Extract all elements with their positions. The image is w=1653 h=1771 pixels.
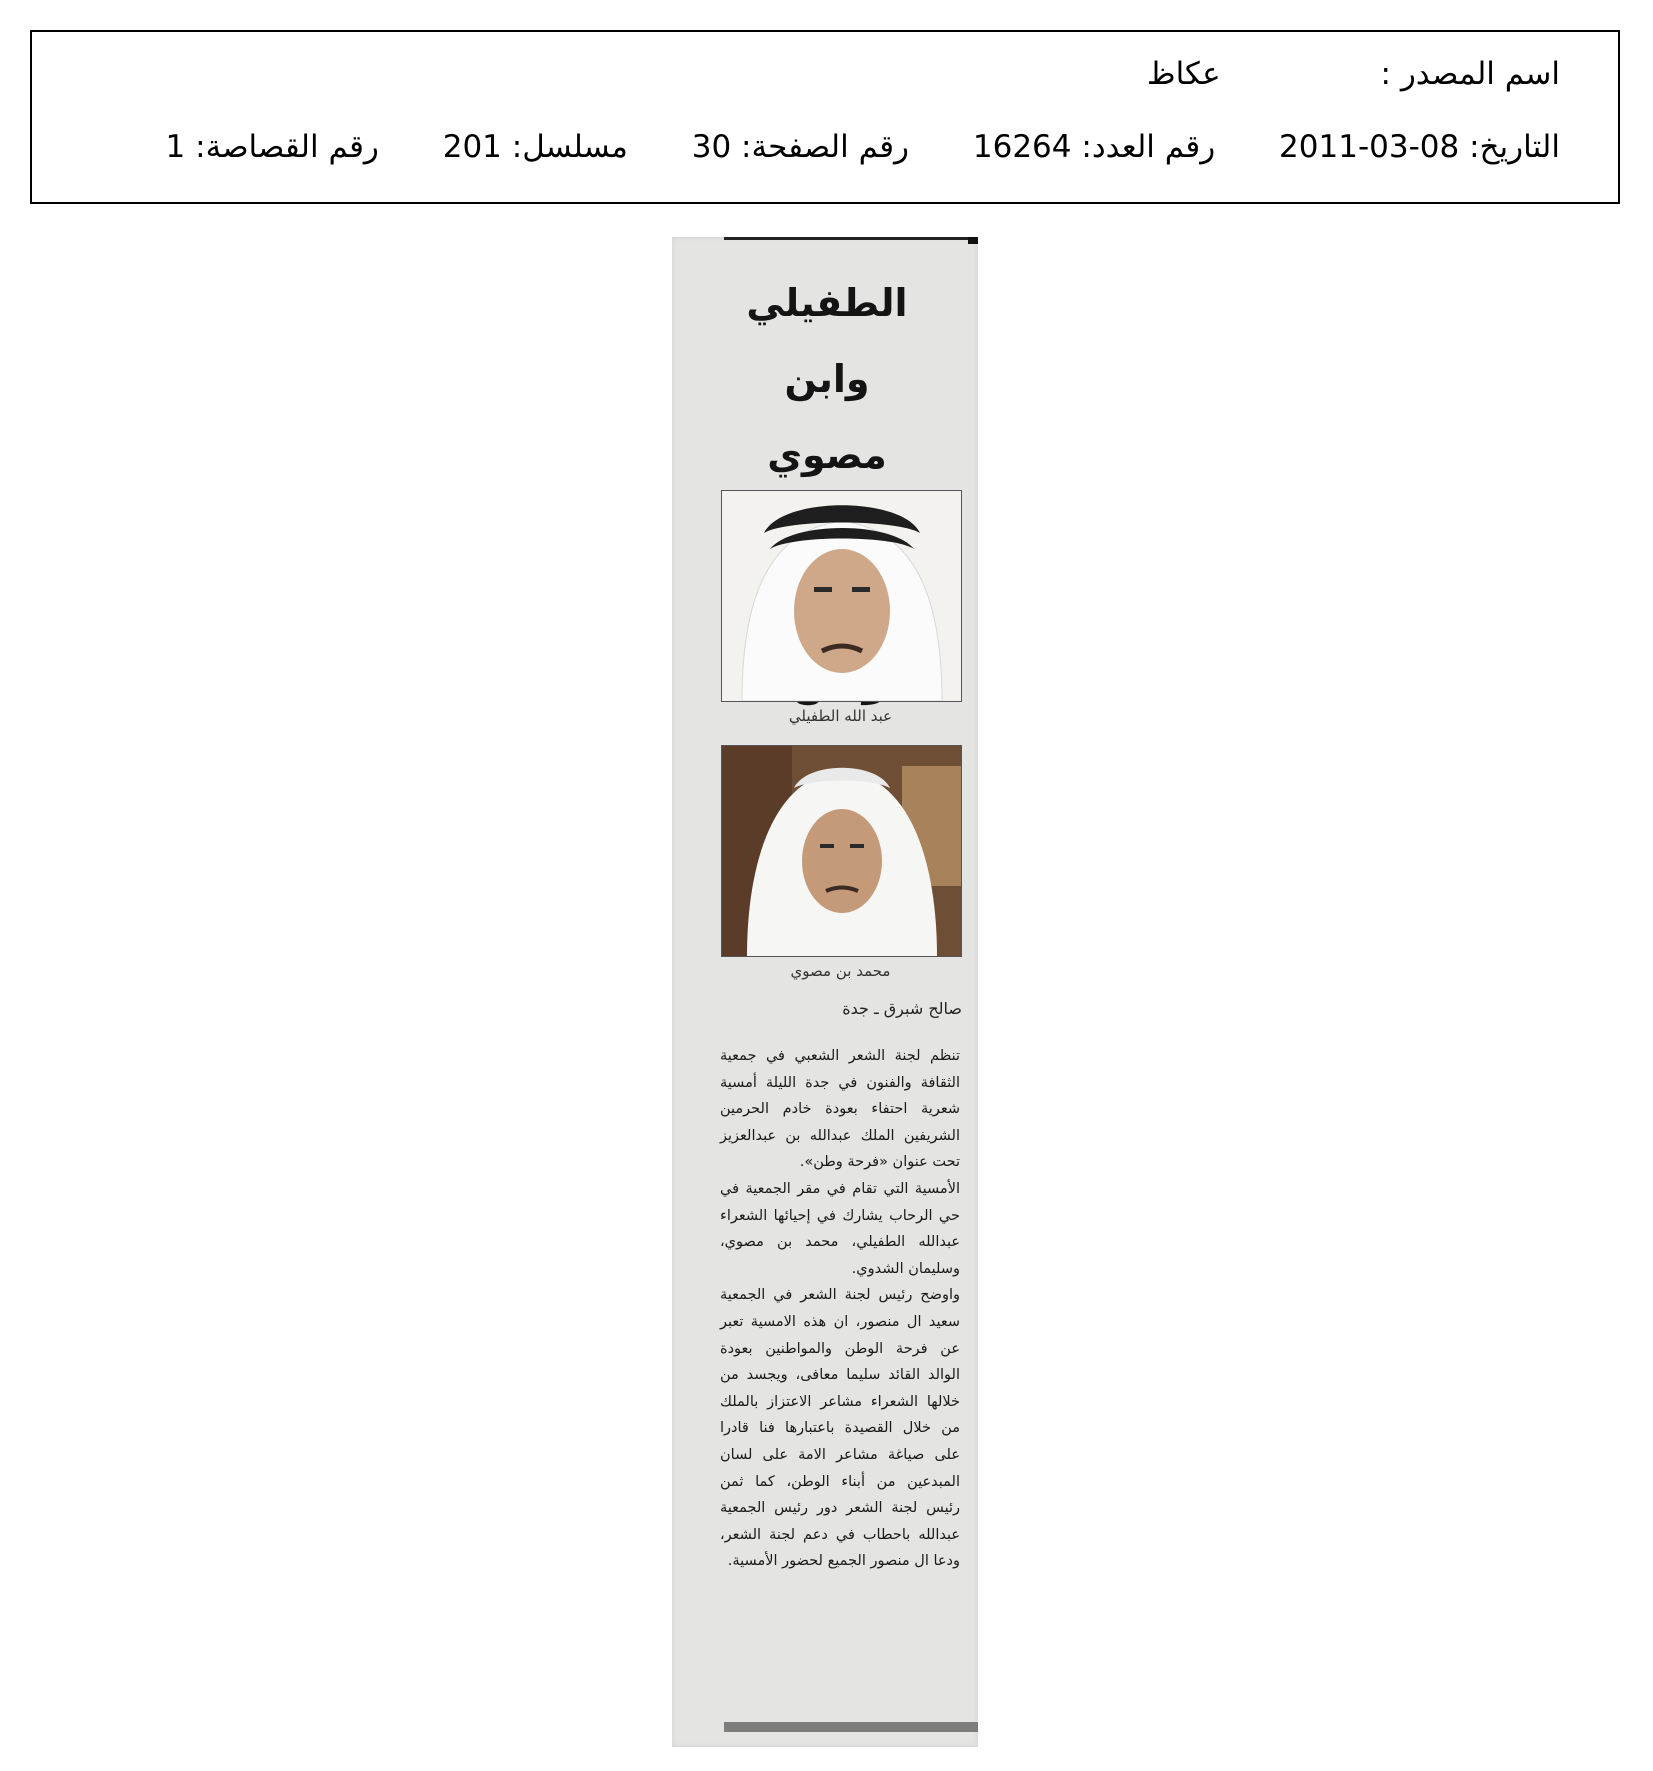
portrait-photo-2 [721, 745, 962, 957]
serial-field [443, 127, 628, 167]
newspaper-clipping [672, 237, 978, 1747]
serial-value: 201 [442, 129, 502, 165]
clipping-metadata-box [30, 30, 1620, 204]
source-row [1147, 54, 1560, 94]
portrait-photo-1 [721, 490, 962, 702]
page-field [692, 127, 909, 167]
issue-field [973, 127, 1215, 167]
photo-2-caption: محمد بن مصوي [790, 962, 891, 980]
date-field [1279, 127, 1560, 167]
page-value: 30 [691, 129, 732, 165]
portrait-1-image [722, 491, 961, 701]
date-label: التاريخ: [1469, 129, 1560, 165]
photo-1-caption: عبد الله الطفيلي [788, 707, 893, 725]
article-paragraph: واوضح رئيس لجنة الشعر في الجمعية سعيد ال منصور، ان هذه الامسية تعبر عن فرحة الوطن والمواطنين بعودة الوالد القائد سليما معافى، ويجسد من خلالها الشعراء مشاعر الاعتزاز بالملك من خلال القصيدة باعتبارها فنا قادرا على صياغة مشاعر الامة على لسان المبدعين من أبناء الوطن، كما ثمن رئيس لجنة الشعر دور رئيس الجمعية عبدالله باحطاب في دعم لجنة الشعر، ودعا ال منصور الجميع لحضور الأمسية. [720, 1287, 960, 1570]
details-row [166, 127, 1560, 167]
headline-line: الطفيلي وابن [746, 281, 908, 401]
date-value: 2011-03-08 [1279, 129, 1460, 165]
article-paragraph: تنظم لجنة الشعر الشعبي في جمعية الثقافة والفنون في جدة الليلة أمسية شعرية احتفاء بعودة خادم الحرمين الشريفين الملك عبدالله بن عبدالعزيز تحت عنوان «فرحة وطن». [720, 1048, 960, 1171]
clip-number-value: 1 [165, 129, 186, 165]
article-body [720, 1043, 960, 1575]
clip-number-field [166, 127, 379, 167]
page-label: رقم الصفحة: [741, 129, 910, 165]
source-value: عكاظ [1146, 56, 1221, 92]
issue-label: رقم العدد: [1081, 129, 1216, 165]
bottom-rule [724, 1722, 978, 1732]
portrait-2-image [722, 746, 961, 956]
article-paragraph: الأمسية التي تقام في مقر الجمعية في حي الرحاب يشارك في إحيائها الشعراء عبدالله الطفيلي، محمد بن مصوي، وسليمان الشدوي. [720, 1180, 960, 1277]
headline-line: مصوي [767, 433, 887, 477]
issue-value: 16264 [972, 129, 1072, 165]
clip-number-label: رقم القصاصة: [195, 129, 379, 165]
top-rule [724, 237, 978, 240]
article-byline: صالح شبرق ـ جدة [842, 999, 962, 1018]
top-mark [968, 237, 978, 244]
source-label: اسم المصدر : [1380, 56, 1560, 92]
serial-label: مسلسل: [511, 129, 628, 165]
